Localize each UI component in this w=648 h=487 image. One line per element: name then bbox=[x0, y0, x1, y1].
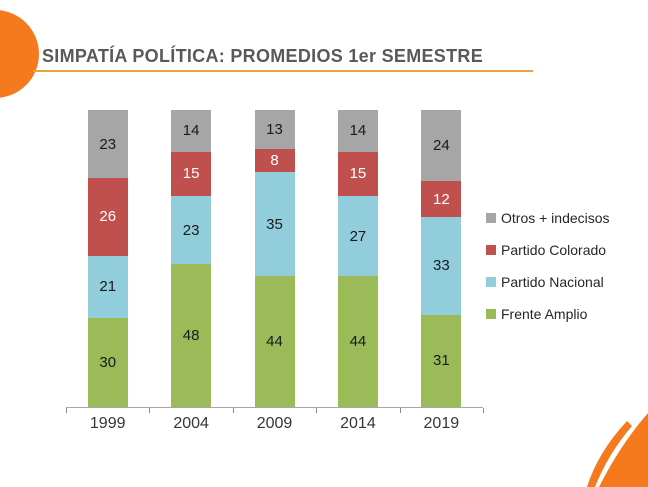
corner-swoosh-decoration bbox=[568, 407, 648, 487]
chart-legend bbox=[486, 202, 610, 330]
bar-segment bbox=[88, 256, 128, 318]
bar-segment bbox=[88, 110, 128, 178]
plot-area bbox=[66, 110, 483, 408]
x-axis-label: 2009 bbox=[256, 415, 293, 432]
axis-tick bbox=[66, 408, 67, 413]
legend-swatch-icon bbox=[486, 309, 496, 319]
bar-segment-label: 13 bbox=[266, 120, 283, 138]
bar-segment-label: 8 bbox=[270, 152, 279, 170]
bar-segment-label: 15 bbox=[349, 165, 367, 183]
bar-segment bbox=[88, 178, 128, 255]
bar-segment bbox=[421, 217, 461, 315]
axis-tick bbox=[233, 408, 234, 413]
bar-segment-label: 44 bbox=[266, 333, 283, 351]
x-axis-label: 2004 bbox=[173, 415, 209, 432]
bar-segment bbox=[255, 276, 295, 407]
bar-segment bbox=[421, 181, 461, 217]
bar-segment-label: 30 bbox=[99, 353, 117, 371]
x-axis-label: 2019 bbox=[423, 415, 460, 432]
stacked-bar-1999 bbox=[88, 110, 128, 407]
bar-segment-label: 21 bbox=[99, 278, 117, 296]
stacked-bar-2004 bbox=[171, 110, 211, 407]
bar-segment-label: 26 bbox=[99, 208, 117, 226]
bar-segment-label: 27 bbox=[349, 227, 367, 245]
legend-label: Otros + indecisos bbox=[501, 210, 610, 226]
legend-item bbox=[486, 266, 610, 298]
bar-cell-2014 bbox=[316, 110, 399, 407]
bar-segment bbox=[171, 196, 211, 264]
bar-segment bbox=[171, 264, 211, 407]
bar-segment-label: 44 bbox=[349, 333, 367, 351]
stacked-bar-2014 bbox=[338, 110, 378, 407]
bar-segment-label: 23 bbox=[182, 221, 200, 239]
bar-segment-label: 24 bbox=[432, 137, 450, 155]
bar-segment-label: 15 bbox=[182, 165, 200, 183]
x-axis-label: 1999 bbox=[89, 415, 126, 432]
axis-tick bbox=[483, 408, 484, 413]
bar-segment bbox=[171, 152, 211, 197]
axis-tick bbox=[400, 408, 401, 413]
bar-segment bbox=[171, 110, 211, 152]
bar-cell-1999 bbox=[66, 110, 149, 407]
bar-segment-label: 14 bbox=[182, 122, 200, 140]
legend-item bbox=[486, 202, 610, 234]
bar-segment bbox=[255, 110, 295, 149]
bar-cell-2004 bbox=[149, 110, 232, 407]
bar-segment-label: 12 bbox=[432, 190, 450, 208]
legend-swatch-icon bbox=[486, 213, 496, 223]
bar-segment bbox=[421, 315, 461, 407]
bar-segment-label: 23 bbox=[99, 135, 117, 153]
legend-item bbox=[486, 298, 610, 330]
page-title: SIMPATÍA POLÍTICA: PROMEDIOS 1er SEMESTRE bbox=[42, 46, 484, 66]
legend-swatch-icon bbox=[486, 245, 496, 255]
axis-tick bbox=[149, 408, 150, 413]
bar-segment bbox=[255, 172, 295, 276]
legend-label: Partido Colorado bbox=[501, 242, 607, 258]
bar-segment-label: 14 bbox=[349, 122, 367, 140]
bar-cell-2019 bbox=[400, 110, 483, 407]
bar-segment-label: 31 bbox=[432, 352, 450, 370]
legend-item bbox=[486, 234, 610, 266]
bar-cell-2009 bbox=[233, 110, 316, 407]
bar-segment bbox=[255, 149, 295, 173]
bar-segment bbox=[88, 318, 128, 407]
legend-swatch-icon bbox=[486, 277, 496, 287]
bar-segment bbox=[338, 152, 378, 197]
stacked-bar-2009 bbox=[255, 110, 295, 407]
bar-segment-label: 35 bbox=[266, 215, 283, 233]
legend-label: Frente Amplio bbox=[501, 306, 588, 322]
bar-segment-label: 33 bbox=[432, 257, 450, 275]
x-axis-label: 2014 bbox=[340, 415, 376, 432]
bar-segment bbox=[338, 110, 378, 152]
bar-segment bbox=[338, 276, 378, 407]
x-axis-labels bbox=[66, 415, 483, 433]
bar-segment bbox=[338, 196, 378, 276]
stacked-bar-2019 bbox=[421, 110, 461, 407]
bar-segment bbox=[421, 110, 461, 181]
bar-segment-label: 48 bbox=[182, 327, 200, 345]
axis-tick bbox=[316, 408, 317, 413]
legend-label: Partido Nacional bbox=[501, 274, 604, 290]
